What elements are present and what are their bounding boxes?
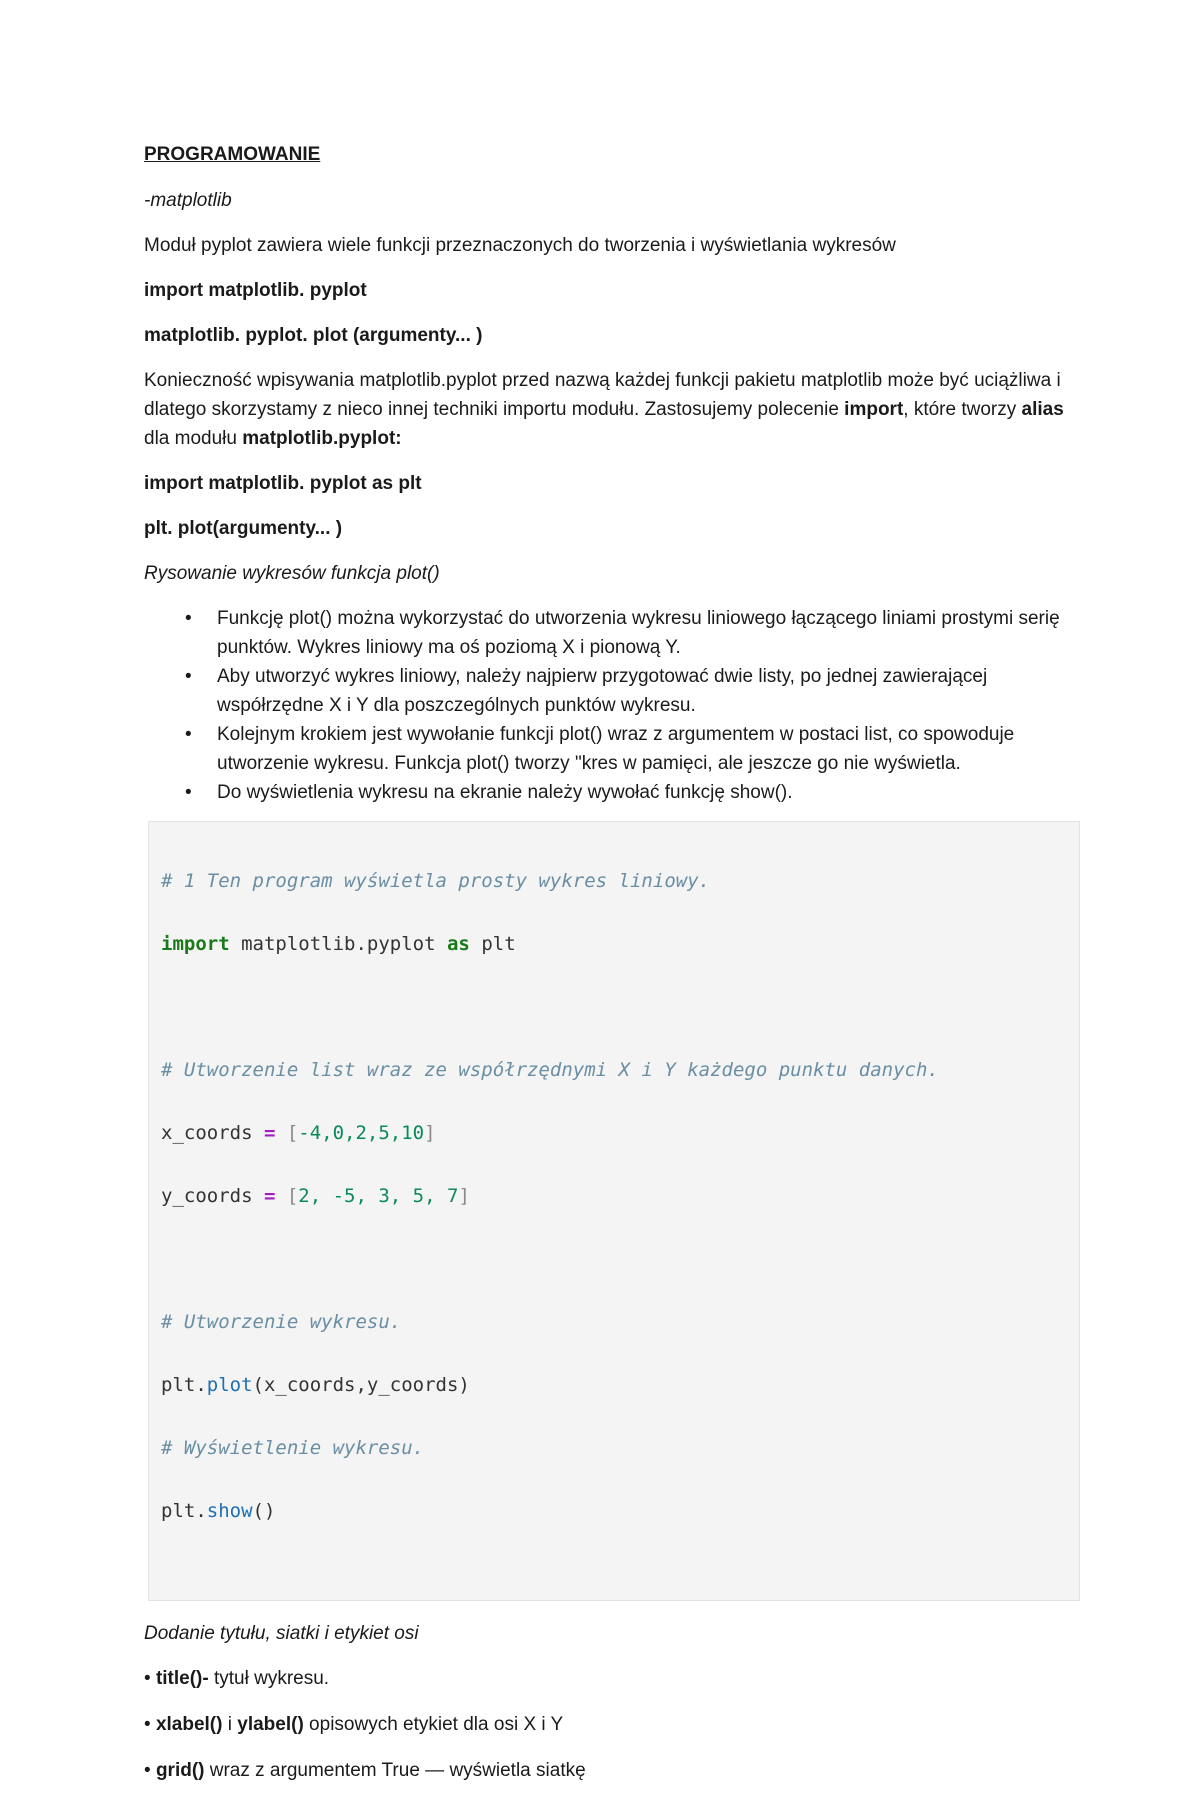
code-comment: # Utworzenie wykresu.	[161, 1310, 402, 1333]
list-item-text: Funkcję plot() można wykorzystać do utworzenia wykresu liniowego łączącego liniami prostymi serię punktów. Wykres liniowy ma oś poziomą X i pionową Y.	[217, 608, 1060, 658]
list-item-text: Kolejnym krokiem jest wywołanie funkcji plot() wraz z argumentem w postaci list, co spowoduje utworzenie wykresu. Funkcja plot() tworzy "kres w pamięci, ale jeszcze go nie wyświetla.	[217, 724, 1015, 774]
alias-text-c: dla modułu	[144, 428, 243, 449]
code-object: plt.	[161, 1373, 207, 1396]
import-statement: import matplotlib. pyplot	[144, 280, 367, 301]
code-keyword-import: import	[161, 932, 230, 955]
alias-module-name: matplotlib.pyplot:	[242, 428, 402, 449]
code-line	[161, 1181, 1067, 1213]
plot-call-statement: matplotlib. pyplot. plot (argumenty... )	[144, 325, 483, 346]
paragraph-alias	[144, 366, 1064, 453]
code-operator: =	[263, 1184, 276, 1207]
code-args: (x_coords,y_coords)	[252, 1373, 470, 1396]
code-line-empty	[161, 1244, 1067, 1276]
code-line	[161, 1496, 1067, 1528]
code-values-x: -4,0,2,5,10	[298, 1121, 425, 1144]
section-labels-title: Dodanie tytułu, siatki i etykiet osi	[144, 1623, 419, 1644]
import-as-statement: import matplotlib. pyplot as plt	[144, 473, 422, 494]
list-item	[144, 778, 1064, 807]
list-item	[144, 720, 1064, 778]
alias-text-a: Konieczność wpisywania matplotlib.pyplot przed nazwą każdej funkcji pakietu matplotlib może być uciążliwa i dlatego skorzystamy z nieco innej techniki importu modułu. Zastosujemy polecenie	[144, 370, 1061, 420]
code-var-x: x_coords	[161, 1121, 264, 1144]
code-line	[161, 929, 1067, 961]
alias-text-b: , które tworzy	[903, 399, 1022, 420]
code-function-plot: plot	[206, 1373, 253, 1396]
list-item-text: Do wyświetlenia wykresu na ekranie należy wywołać funkcję show().	[217, 782, 793, 803]
alias-import-keyword: import	[844, 399, 904, 420]
code-bracket: [	[275, 1184, 299, 1207]
inline-bullet-icon: •	[144, 1760, 156, 1781]
code-values-y: 2, -5, 3, 5, 7	[298, 1184, 459, 1207]
code-line	[161, 1433, 1067, 1465]
subheading-matplotlib: -matplotlib	[144, 190, 232, 211]
bullet-dot-icon: •	[185, 666, 192, 687]
list-item	[144, 604, 1064, 662]
title-function-item	[144, 1664, 1064, 1693]
code-comment: # 1 Ten program wyświetla prosty wykres liniowy.	[161, 869, 711, 892]
code-line-empty	[161, 992, 1067, 1024]
label-functions-desc: opisowych etykiet dla osi X i Y	[303, 1714, 564, 1735]
code-block	[148, 821, 1080, 1601]
xlabel-function-name: xlabel()	[155, 1714, 223, 1735]
ylabel-function-name: ylabel()	[237, 1714, 304, 1735]
title-function-desc: tytuł wykresu.	[208, 1668, 330, 1689]
bullet-list	[144, 604, 1064, 807]
code-operator: =	[263, 1121, 276, 1144]
bullet-dot-icon: •	[185, 782, 192, 803]
grid-function-desc: wraz z argumentem True — wyświetla siatkę	[204, 1760, 586, 1781]
code-function-show: show	[206, 1499, 253, 1522]
section-plot-title: Rysowanie wykresów funkcja plot()	[144, 563, 440, 584]
document-page	[144, 140, 1064, 1802]
code-object: plt.	[161, 1499, 207, 1522]
code-bracket: ]	[458, 1184, 470, 1207]
list-item	[144, 662, 1064, 720]
grid-function-item	[144, 1756, 1064, 1785]
paragraph-pyplot-intro: Moduł pyplot zawiera wiele funkcji przeznaczonych do tworzenia i wyświetlania wykresów	[144, 235, 896, 256]
code-line	[161, 1370, 1067, 1402]
grid-function-name: grid()	[155, 1760, 205, 1781]
code-alias: plt	[469, 932, 516, 955]
bullet-dot-icon: •	[185, 724, 192, 745]
code-comment: # Utworzenie list wraz ze współrzędnymi X i Y każdego punktu danych.	[161, 1058, 939, 1081]
code-line	[161, 1307, 1067, 1339]
label-functions-item	[144, 1710, 1064, 1739]
bullet-dot-icon: •	[185, 608, 192, 629]
label-conjunction: i	[222, 1714, 238, 1735]
code-bracket: ]	[424, 1121, 436, 1144]
list-item-text: Aby utworzyć wykres liniowy, należy najpierw przygotować dwie listy, po jednej zawierającej współrzędne X i Y dla poszczególnych punktów wykresu.	[217, 666, 988, 716]
code-args: ()	[252, 1499, 276, 1522]
code-comment: # Wyświetlenie wykresu.	[161, 1436, 425, 1459]
code-line	[161, 1118, 1067, 1150]
inline-bullet-icon: •	[144, 1714, 156, 1735]
code-keyword-as: as	[446, 932, 470, 955]
code-line	[161, 1055, 1067, 1087]
code-bracket: [	[275, 1121, 299, 1144]
inline-bullet-icon: •	[144, 1668, 156, 1689]
alias-word: alias	[1021, 399, 1064, 420]
code-var-y: y_coords	[161, 1184, 264, 1207]
document-heading: PROGRAMOWANIE	[144, 144, 321, 165]
code-module: matplotlib.pyplot	[229, 932, 447, 955]
title-function-name: title()-	[155, 1668, 209, 1689]
plt-plot-statement: plt. plot(argumenty... )	[144, 518, 343, 539]
code-line	[161, 866, 1067, 898]
